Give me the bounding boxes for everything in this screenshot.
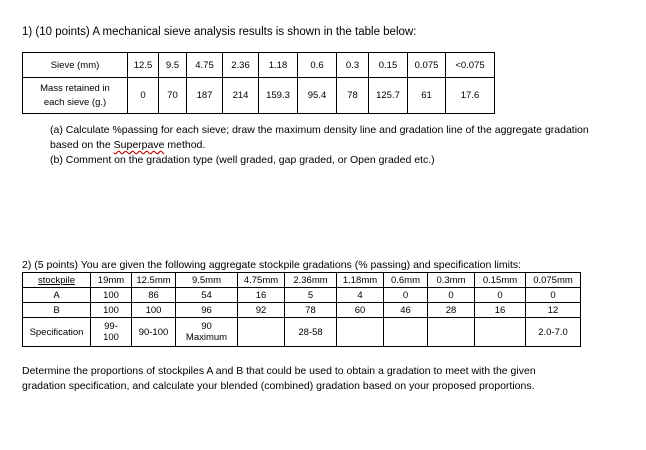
table-cell: 100	[132, 303, 176, 318]
table-cell: 17.6	[446, 78, 495, 114]
table-cell	[176, 318, 238, 347]
table-cell	[337, 318, 384, 347]
table-cell: 16	[475, 303, 526, 318]
table-cell: 125.7	[369, 78, 408, 114]
table-cell: 96	[176, 303, 238, 318]
column-header: stockpile	[23, 273, 91, 288]
table-cell: 46	[384, 303, 428, 318]
column-header: 2.36mm	[285, 273, 337, 288]
column-header: 0.15mm	[475, 273, 526, 288]
column-header: 12.5mm	[132, 273, 176, 288]
mass-label-line: Mass retained in	[40, 82, 110, 94]
mass-label-line: each sieve (g.)	[43, 96, 107, 108]
table-cell: 159.3	[259, 78, 298, 114]
column-header: 0.3mm	[428, 273, 475, 288]
table-cell: 0	[526, 288, 581, 303]
question-1-parts	[50, 123, 590, 168]
table-cell: 0	[128, 78, 159, 114]
table-cell: 0	[428, 288, 475, 303]
table-cell	[475, 318, 526, 347]
row-label: B	[23, 303, 91, 318]
sieve-label-cell: Sieve (mm)	[23, 53, 128, 78]
table-cell: 16	[238, 288, 285, 303]
column-header: 19mm	[91, 273, 132, 288]
table-cell: 5	[285, 288, 337, 303]
table-cell	[384, 318, 428, 347]
part-a-text: (a) Calculate %passing for each sieve; draw the maximum density line and gradation line of the aggregate gradation based on the	[50, 124, 589, 151]
table-cell: 78	[337, 78, 369, 114]
table-cell: 0.075	[408, 53, 446, 78]
table-row	[23, 78, 495, 114]
spec-line: 90	[201, 321, 212, 332]
part-b: (b) Comment on the gradation type (well graded, gap graded, or Open graded etc.)	[50, 154, 435, 166]
table-cell: 4.75	[187, 53, 223, 78]
table-cell: 61	[408, 78, 446, 114]
table-cell: 28-58	[285, 318, 337, 347]
table-cell: 0	[475, 288, 526, 303]
table-cell: 2.0-7.0	[526, 318, 581, 347]
spec-line: 100	[103, 332, 119, 343]
column-header: 1.18mm	[337, 273, 384, 288]
table-cell: 12	[526, 303, 581, 318]
part-a-suffix: method.	[164, 139, 206, 151]
row-label: A	[23, 288, 91, 303]
table-cell: 0.6	[298, 53, 337, 78]
superpave-term: Superpave	[113, 139, 165, 151]
part-a	[50, 123, 590, 153]
table-cell: 70	[159, 78, 187, 114]
table-cell: 54	[176, 288, 238, 303]
table-cell: 187	[187, 78, 223, 114]
table-cell: 60	[337, 303, 384, 318]
stockpile-gradation-table	[22, 272, 581, 347]
sieve-analysis-table	[22, 52, 495, 114]
column-header: 0.6mm	[384, 273, 428, 288]
question-2-title: 2) (5 points) You are given the following aggregate stockpile gradations (% passing) and specification limits:	[22, 259, 522, 271]
specification-row	[23, 318, 581, 347]
spec-line: 99-	[104, 321, 118, 332]
column-header: 0.075mm	[526, 273, 581, 288]
column-header: 9.5mm	[176, 273, 238, 288]
table-cell: 0.3	[337, 53, 369, 78]
spec-line: Maximum	[185, 332, 228, 343]
mass-label-cell	[23, 78, 128, 114]
table-cell: 78	[285, 303, 337, 318]
table-cell: 0.15	[369, 53, 408, 78]
table-cell: 90-100	[132, 318, 176, 347]
table-cell: 0	[384, 288, 428, 303]
table-cell: 2.36	[223, 53, 259, 78]
table-cell: 95.4	[298, 78, 337, 114]
table-row	[23, 53, 495, 78]
table-cell	[91, 318, 132, 347]
column-header: 4.75mm	[238, 273, 285, 288]
table-cell: 9.5	[159, 53, 187, 78]
table-row	[23, 288, 581, 303]
table-cell: 86	[132, 288, 176, 303]
table-header-row	[23, 273, 581, 288]
table-cell: 214	[223, 78, 259, 114]
table-cell: 28	[428, 303, 475, 318]
table-cell	[238, 318, 285, 347]
table-cell: 12.5	[128, 53, 159, 78]
question-1-title: 1) (10 points) A mechanical sieve analysis results is shown in the table below:	[22, 26, 417, 38]
table-cell: <0.075	[446, 53, 495, 78]
table-cell: 4	[337, 288, 384, 303]
table-cell: 92	[238, 303, 285, 318]
table-cell: 1.18	[259, 53, 298, 78]
table-cell: 100	[91, 303, 132, 318]
question-2-instructions: Determine the proportions of stockpiles A and B that could be used to obtain a gradation to meet with the given gradation specification, and calculate your blended (combined) gradation based on your proposed proportions.	[22, 365, 536, 392]
table-cell	[428, 318, 475, 347]
row-label: Specification	[23, 318, 91, 347]
table-row	[23, 303, 581, 318]
table-cell: 100	[91, 288, 132, 303]
